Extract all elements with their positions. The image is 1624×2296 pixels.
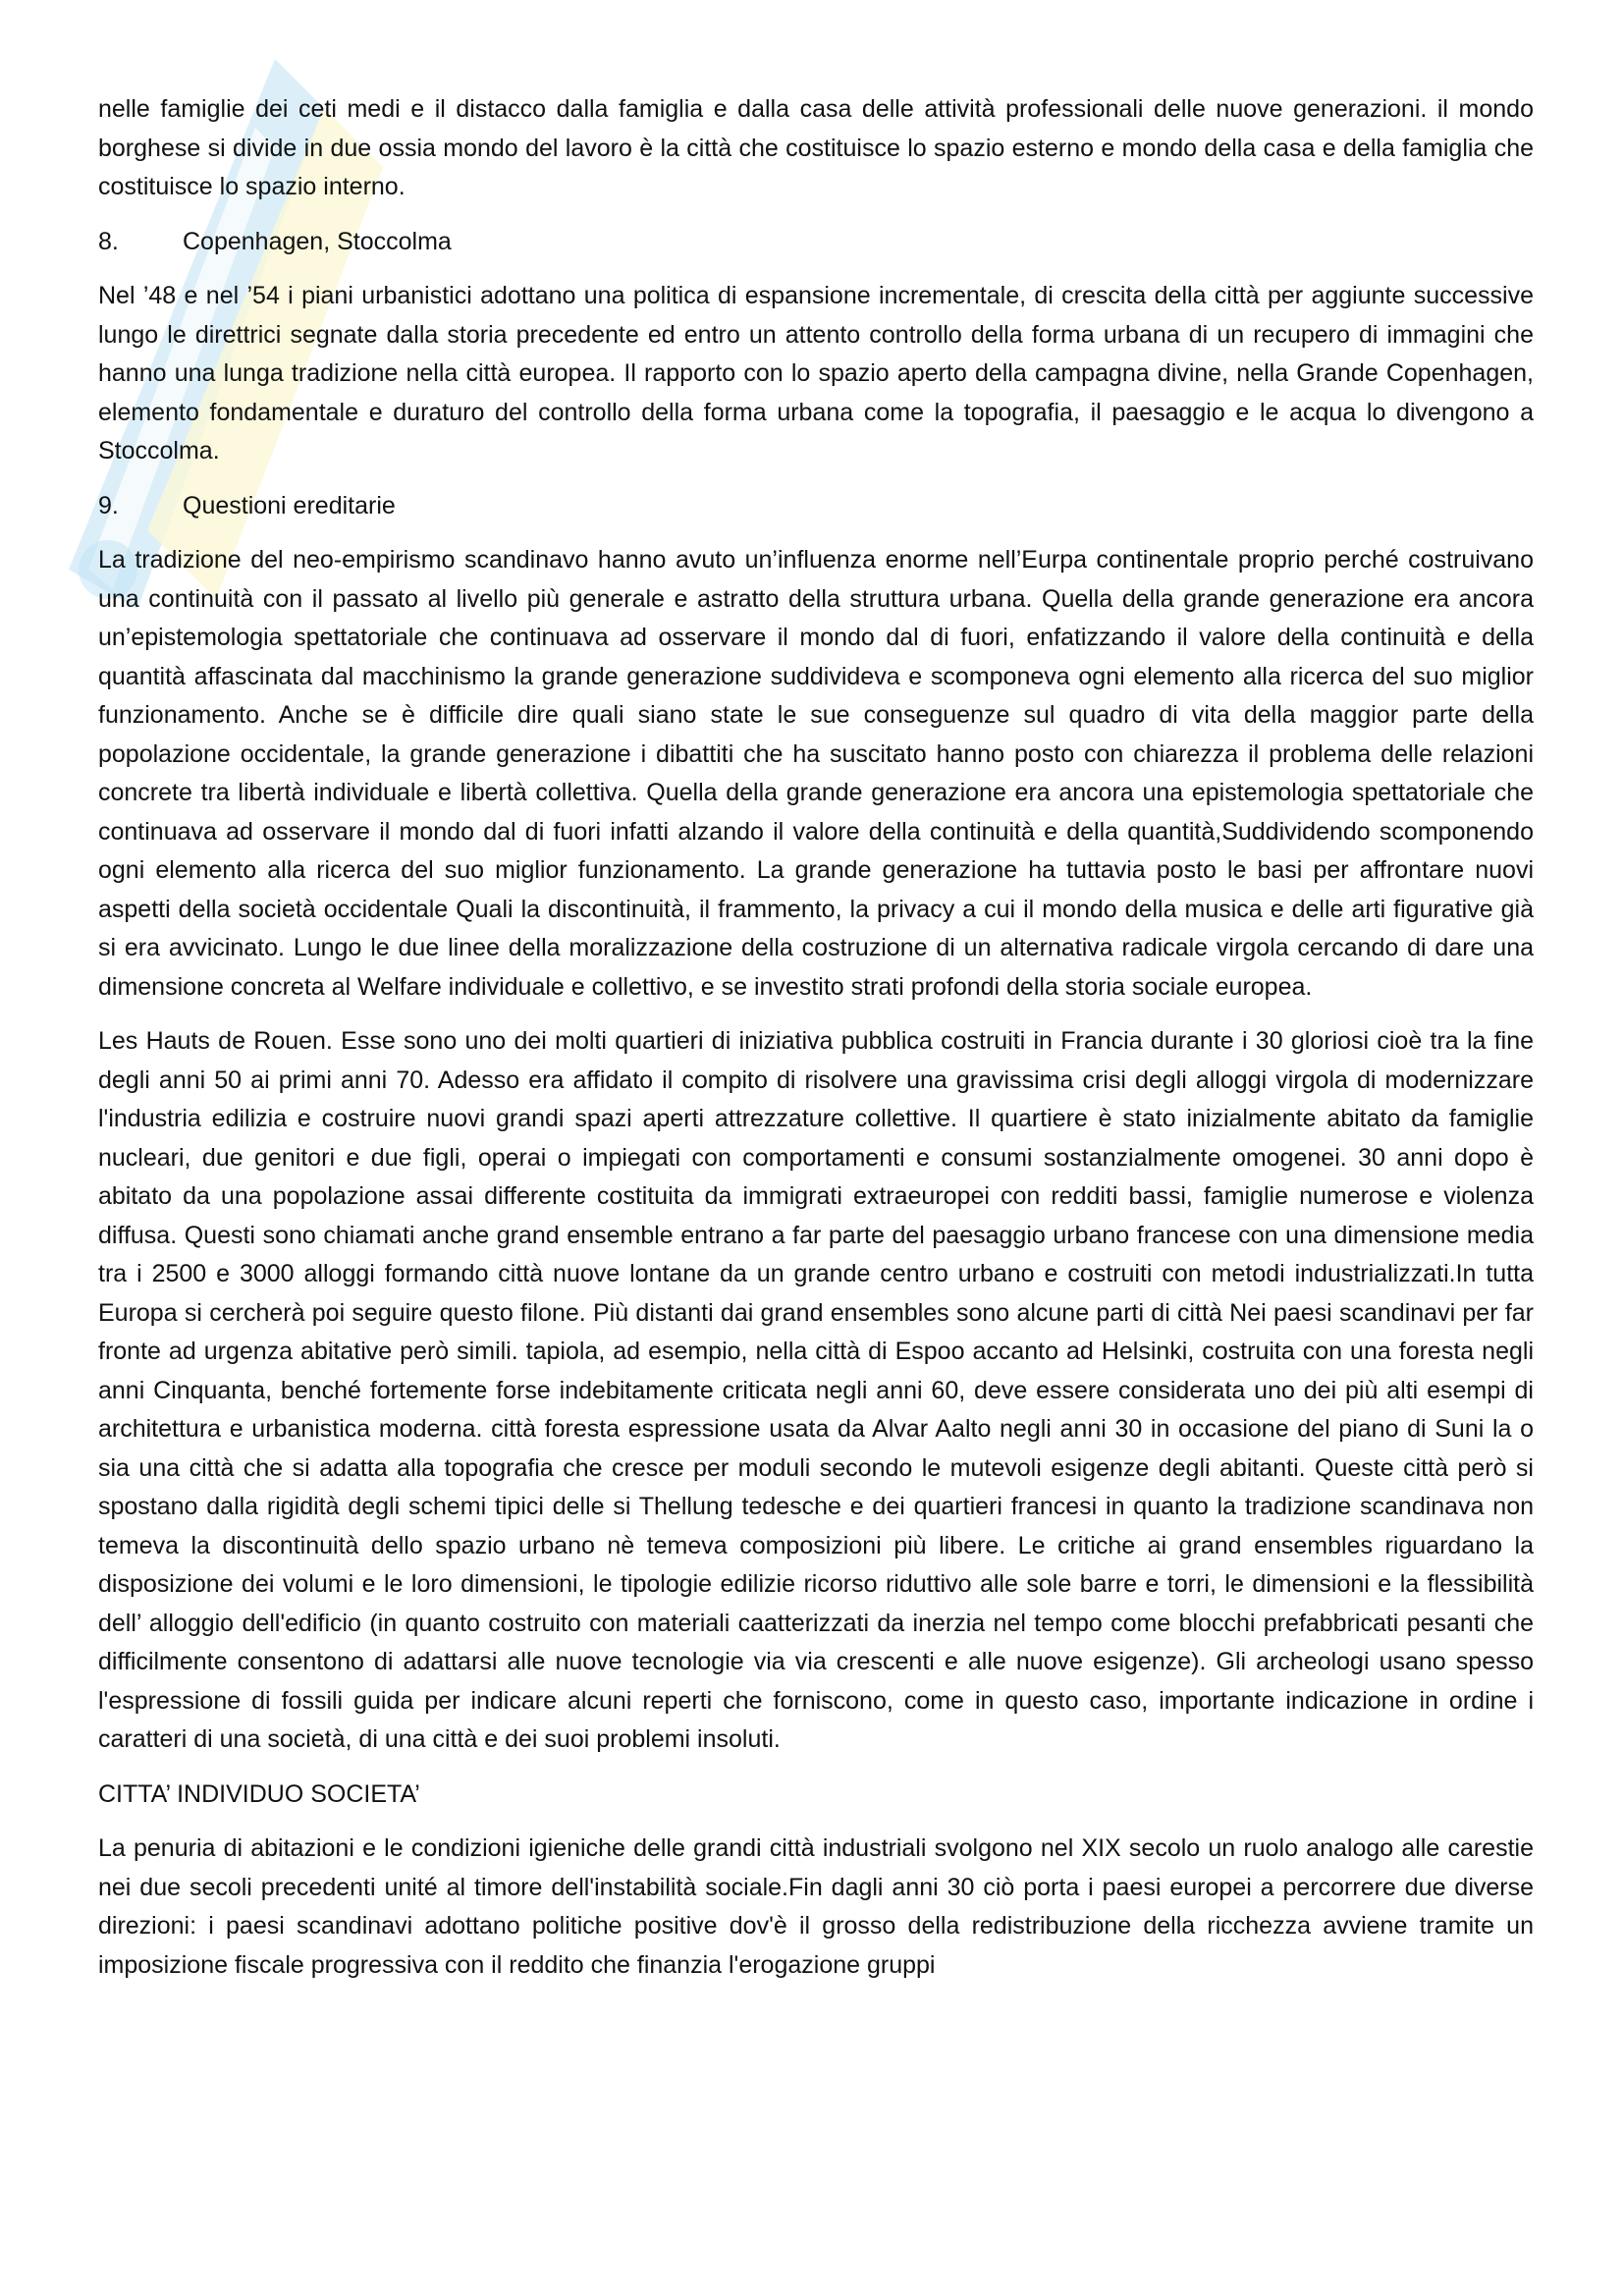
paragraph-copenhagen: Nel ’48 e nel ’54 i piani urbanistici adottano una politica di espansione incrementale, di crescita della città per aggiunte successive lungo le direttrici segnate dalla storia precedente ed entro un attento controllo della forma urbana di un recupero di immagini che hanno una lunga tradizione nella città europea. Il rapporto con lo spazio aperto della campagna divine, nella Grande Copenhagen, elemento fondamentale e duraturo del controllo della forma urbana come la topografia, il paesaggio e le acqua lo divengono a Stoccolma.: [98, 282, 1534, 465]
section-number: 9.: [98, 491, 119, 519]
section-heading-9: [98, 487, 1534, 526]
section-heading-citta: CITTA’ INDIVIDUO SOCIETA’: [98, 1779, 420, 1808]
document-body: [98, 90, 1534, 2000]
section-number: 8.: [98, 227, 119, 255]
paragraph-intro: nelle famiglie dei ceti medi e il distacco dalla famiglia e dalla casa delle attività professionali delle nuove generazioni. il mondo borghese si divide in due ossia mondo del lavoro è la città che costituisce lo spazio esterno e mondo della casa e della famiglia che costituisce lo spazio interno.: [98, 95, 1534, 200]
section-heading-8: [98, 223, 1534, 262]
section-title: Copenhagen, Stoccolma: [183, 227, 452, 255]
paragraph-hauts-de-rouen: Les Hauts de Rouen. Esse sono uno dei molti quartieri di iniziativa pubblica costruiti in Francia durante i 30 gloriosi cioè tra la fine degli anni 50 ai primi anni 70. Adesso era affidato il compito di risolvere una gravissima crisi degli alloggi virgola di modernizzare l'industria edilizia e costruire nuovi grandi spazi aperti attrezzature collettive. Il quartiere è stato inizialmente abitato da famiglie nucleari, due genitori e due figli, operai o impiegati con comportamenti e consumi sostanzialmente omogenei. 30 anni dopo è abitato da una popolazione assai differente costituita da immigrati extraeuropei con redditi bassi, famiglie numerose e violenza diffusa. Questi sono chiamati anche grand ensemble entrano a far parte del paesaggio urbano francese con una dimensione media tra i 2500 e 3000 alloggi formando città nuove lontane da un grande centro urbano e costruiti con metodi industrializzati.In tutta Europa si cercherà poi seguire questo filone. Più distanti dai grand ensembles sono alcune parti di città Nei paesi scandinavi per far fronte ad urgenza abitative però simili. tapiola, ad esempio, nella città di Espoo accanto ad Helsinki, costruita con una foresta negli anni Cinquanta, benché fortemente forse indebitamente criticata negli anni 60, deve essere considerata uno dei più alti esempi di architettura e urbanistica moderna. città foresta espressione usata da Alvar Aalto negli anni 30 in occasione del piano di Suni la o sia una città che si adatta alla topografia che cresce per moduli secondo le mutevoli esigenze degli abitanti. Queste città però si spostano dalla rigidità degli schemi tipici delle si Thellung tedesche e dei quartieri francesi in quanto la tradizione scandinava non temeva la discontinuità dello spazio urbano nè temeva composizioni più libere. Le critiche ai grand ensembles riguardano la disposizione dei volumi e le loro dimensioni, le tipologie edilizie ricorso riduttivo alle sole barre e torri, le dimensioni e la flessibilità dell’ alloggio dell'edificio (in quanto costruito con materiali caatterizzati da inerzia nel tempo come blocchi prefabbricati pesanti che difficilmente consentono di adattarsi alle nuove tecnologie via via crescenti e alle nuove esigenze). Gli archeologi usano spesso l'espressione di fossili guida per indicare alcuni reperti che forniscono, come in questo caso, importante indicazione in ordine i caratteri di una società, di una città e dei suoi problemi insoluti.: [98, 1027, 1534, 1753]
paragraph-penuria: La penuria di abitazioni e le condizioni igieniche delle grandi città industriali svolgono nel XIX secolo un ruolo analogo alle carestie nei due secoli precedenti unité al timore dell'instabilità sociale.Fin dagli anni 30 ciò porta i paesi europei a percorrere due diverse direzioni: i paesi scandinavi adottano politiche positive dov'è il grosso della redistribuzione della ricchezza avviene tramite un imposizione fiscale progressiva con il reddito che finanzia l'erogazione gruppi: [98, 1834, 1534, 1979]
section-title: Questioni ereditarie: [183, 491, 396, 519]
paragraph-neo-empirismo: La tradizione del neo-empirismo scandinavo hanno avuto un’influenza enorme nell’Eurpa continentale proprio perché costruivano una continuità con il passato al livello più generale e astratto della struttura urbana. Quella della grande generazione era ancora un’epistemologia spettatoriale che continuava ad osservare il mondo dal di fuori, enfatizzando il valore della continuità e della quantità affascinata dal macchinismo la grande generazione suddivideva e scomponeva ogni elemento alla ricerca del suo miglior funzionamento. Anche se è difficile dire quali siano state le sue conseguenze sul quadro di vita della maggior parte della popolazione occidentale, la grande generazione i dibattiti che ha suscitato hanno posto con chiarezza il problema delle relazioni concrete tra libertà individuale e libertà collettiva. Quella della grande generazione era ancora una epistemologia spettatoriale che continuava ad osservare il mondo dal di fuori infatti alzando il valore della continuità e della quantità,Suddividendo scomponendo ogni elemento alla ricerca del suo miglior funzionamento. La grande generazione ha tuttavia posto le basi per affrontare nuovi aspetti della società occidentale Quali la discontinuità, il frammento, la privacy a cui il mondo della musica e delle arti figurative già si era avvicinato. Lungo le due linee della moralizzazione della costruzione di un alternativa radicale virgola cercando di dare una dimensione concreta al Welfare individuale e collettivo, e se investito strati profondi della storia sociale europea.: [98, 546, 1534, 1001]
